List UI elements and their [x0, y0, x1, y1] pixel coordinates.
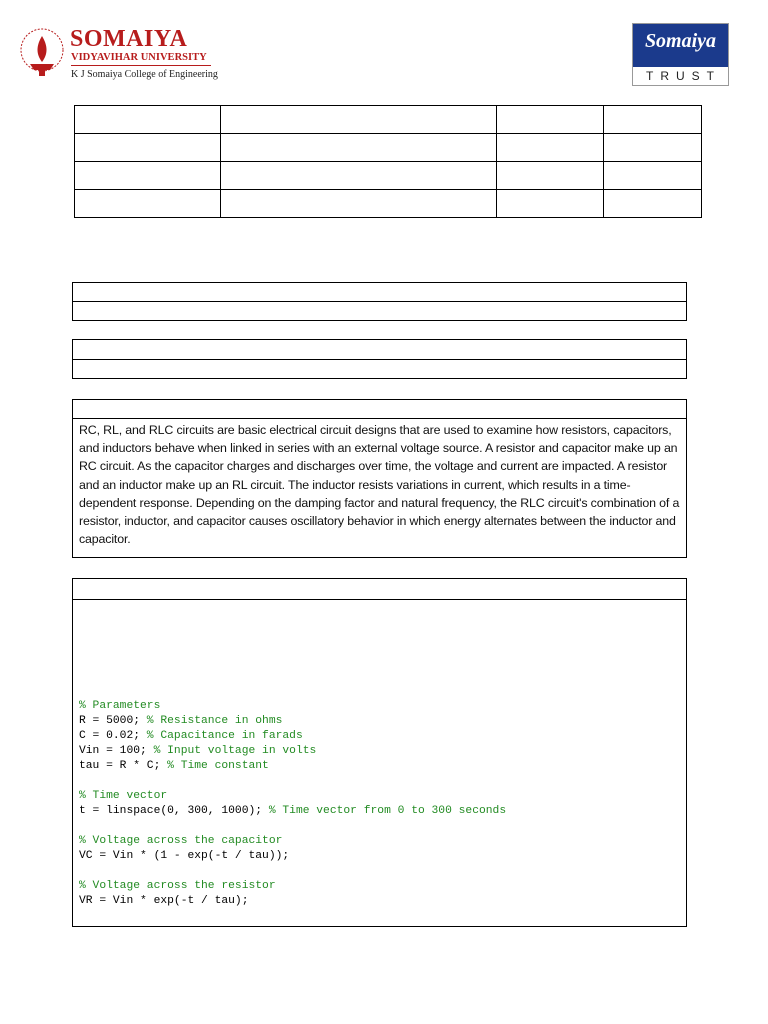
table-cell	[75, 162, 221, 190]
code-line	[79, 819, 506, 834]
code-line	[79, 804, 506, 819]
code-line	[79, 864, 506, 879]
brand-divider	[71, 65, 211, 66]
table-cell	[604, 162, 702, 190]
table-cell	[221, 162, 497, 190]
table-cell	[221, 134, 497, 162]
table-cell	[497, 106, 604, 134]
trust-script-text: Somaiya	[644, 30, 717, 52]
table-cell	[75, 106, 221, 134]
code-line	[79, 879, 506, 894]
somaiya-trust-logo	[632, 23, 729, 86]
table-cell	[497, 162, 604, 190]
code-heading-row	[73, 579, 686, 600]
code-line	[79, 774, 506, 789]
table-cell	[497, 190, 604, 218]
table-cell	[604, 190, 702, 218]
code-line	[79, 834, 506, 849]
table-cell	[75, 190, 221, 218]
college-name: K J Somaiya College of Engineering	[71, 69, 218, 80]
theory-box	[72, 399, 687, 558]
somaiya-emblem-icon	[18, 24, 66, 86]
code-statement: t = linspace(0, 300, 1000);	[79, 805, 269, 817]
code-line	[79, 744, 506, 759]
code-comment: % Input voltage in volts	[153, 745, 317, 757]
code-comment: % Parameters	[79, 700, 161, 712]
code-statement: C = 0.02;	[79, 730, 147, 742]
trust-label: TRUST	[646, 69, 721, 83]
table-cell	[604, 106, 702, 134]
table-cell	[604, 134, 702, 162]
somaiya-university-logo	[18, 24, 218, 86]
table-cell	[75, 134, 221, 162]
table-row	[75, 190, 702, 218]
code-line	[79, 894, 506, 909]
table-row	[75, 106, 702, 134]
theory-heading-row	[73, 400, 686, 419]
code-comment: % Voltage across the resistor	[79, 880, 276, 892]
table-cell	[221, 190, 497, 218]
code-comment: % Time vector from 0 to 300 seconds	[268, 805, 507, 817]
table-cell	[497, 134, 604, 162]
info-table	[74, 105, 702, 218]
section-box-2	[72, 339, 687, 379]
university-name: SOMAIYA	[70, 26, 188, 52]
code-comment: % Voltage across the capacitor	[79, 835, 283, 847]
code-line	[79, 789, 506, 804]
section-heading-row	[73, 340, 686, 360]
code-statement: R = 5000;	[79, 715, 147, 727]
code-statement: tau = R * C;	[79, 760, 168, 772]
section-content-row	[73, 360, 686, 378]
code-statement: VR = Vin * exp(-t / tau);	[79, 895, 249, 907]
code-line	[79, 699, 506, 714]
code-box	[72, 578, 687, 927]
table-cell	[221, 106, 497, 134]
code-statement: Vin = 100;	[79, 745, 154, 757]
code-comment: % Time vector	[79, 790, 168, 802]
code-statement: VC = Vin * (1 - exp(-t / tau));	[79, 850, 290, 862]
code-line	[79, 714, 506, 729]
code-listing	[79, 699, 506, 909]
section-box-1	[72, 282, 687, 321]
code-line	[79, 729, 506, 744]
table-row	[75, 162, 702, 190]
section-heading-row	[73, 283, 686, 302]
code-comment: % Capacitance in farads	[146, 730, 303, 742]
code-comment: % Time constant	[167, 760, 269, 772]
section-content-row	[73, 302, 686, 320]
theory-paragraph: RC, RL, and RLC circuits are basic electrical circuit designs that are used to examine how resistors, capacitors, and inductors behave when linked in series with an external voltage source. A resistor and capacitor make up an RC circuit. As the capacitor charges and discharges over time, the voltage and current are impacted. A resistor and an inductor make up an RL circuit. The inductor resists variations in current, which results in a time-dependent response. Depending on the damping factor and natural frequency, the RLC circuit's combination of a resistor, inductor, and capacitor causes oscillatory behavior in which energy alternates between the inductor and capacitor.	[79, 423, 680, 547]
table-row	[75, 134, 702, 162]
code-line	[79, 759, 506, 774]
code-line	[79, 849, 506, 864]
code-comment: % Resistance in ohms	[146, 715, 283, 727]
university-subtitle: VIDYAVIHAR UNIVERSITY	[71, 52, 207, 63]
